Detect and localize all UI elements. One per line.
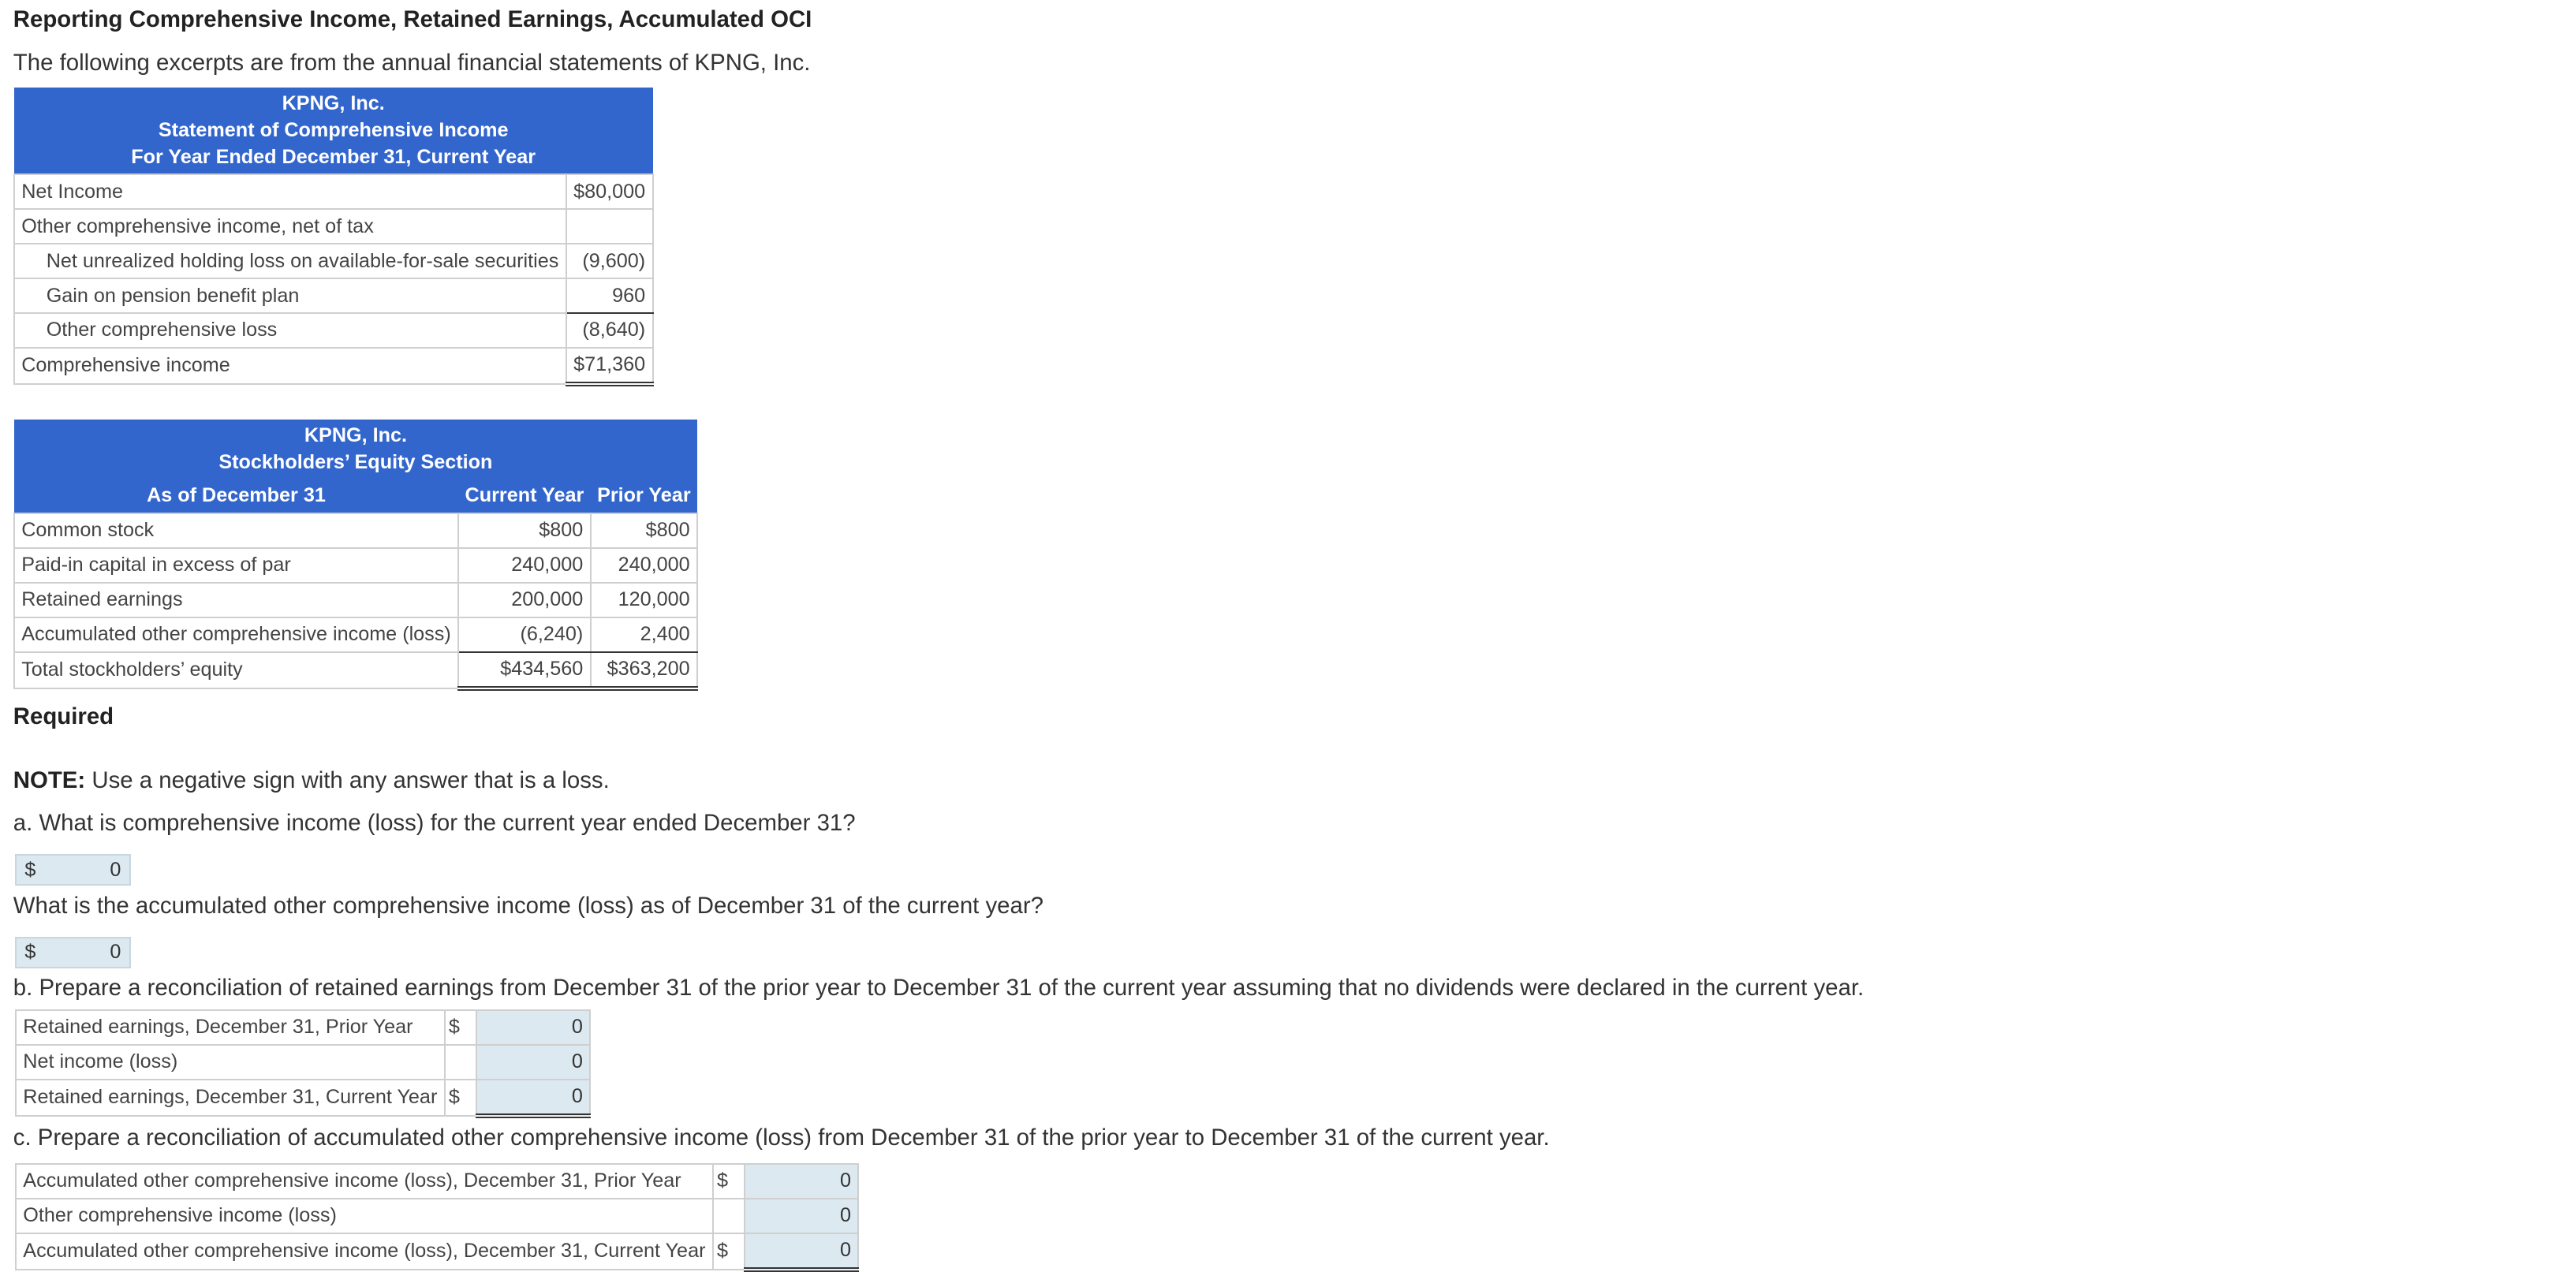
row-label: Retained earnings, December 31, Prior Year [16, 1010, 445, 1045]
re-prior-year-input[interactable] [487, 1016, 583, 1039]
answer-a2-row [13, 935, 2564, 975]
current-value: $800 [458, 513, 591, 548]
table-row [16, 1080, 590, 1116]
current-value: 200,000 [458, 583, 591, 617]
aoci-current-year-input[interactable] [755, 1239, 851, 1262]
currency-symbol: $ [24, 858, 36, 881]
table-row [14, 513, 697, 548]
intro-text: The following excerpts are from the annual financial statements of KPNG, Inc. [13, 49, 811, 76]
currency-symbol: $ [445, 1080, 476, 1116]
row-label: Retained earnings, December 31, Current Year [16, 1080, 445, 1116]
note-label: NOTE: [13, 767, 86, 793]
row-label: Paid-in capital in excess of par [14, 548, 458, 583]
prior-value: 240,000 [591, 548, 697, 583]
note-text [13, 767, 2564, 794]
statement-period: For Year Ended December 31, Current Year [131, 145, 536, 168]
question-a1: a. What is comprehensive income (loss) for the current year ended December 31? [13, 810, 856, 837]
row-label: Gain on pension benefit plan [14, 278, 566, 313]
row-label: Total stockholders’ equity [14, 652, 458, 688]
answer-cell [745, 1164, 859, 1199]
prior-value: 2,400 [591, 617, 697, 652]
table-row [14, 348, 653, 384]
currency-symbol: $ [24, 941, 36, 964]
row-label: Accumulated other comprehensive income (loss), December 31, Current Year [16, 1233, 713, 1270]
company-name: KPNG, Inc. [304, 424, 407, 447]
current-value: (6,240) [458, 617, 591, 652]
page-title: Reporting Comprehensive Income, Retained Earnings, Accumulated OCI [13, 6, 812, 33]
retained-earnings-reconciliation [15, 1009, 591, 1118]
comprehensive-income-statement [13, 88, 654, 386]
row-value: (8,640) [566, 313, 653, 348]
answer-cell [745, 1199, 859, 1233]
equity-header [14, 420, 697, 479]
currency-symbol [445, 1045, 476, 1080]
row-label: Accumulated other comprehensive income (loss) [14, 617, 458, 652]
row-label: Accumulated other comprehensive income (loss), December 31, Prior Year [16, 1164, 713, 1199]
table-row [14, 174, 653, 209]
table-row [14, 209, 653, 244]
currency-symbol: $ [713, 1233, 745, 1270]
currency-symbol: $ [713, 1164, 745, 1199]
table-row [16, 1010, 590, 1045]
row-value: (9,600) [566, 244, 653, 278]
answer-cell [476, 1080, 591, 1116]
row-value: $80,000 [566, 174, 653, 209]
row-value [566, 209, 653, 244]
column-header-prior-year: Prior Year [591, 479, 697, 513]
current-value: $434,560 [458, 652, 591, 688]
row-label: Common stock [14, 513, 458, 548]
table-row [14, 548, 697, 583]
table-row [16, 1199, 859, 1233]
stockholders-equity-section [13, 420, 698, 690]
aoci-reconciliation [15, 1163, 860, 1272]
aoci-prior-year-input[interactable] [755, 1169, 851, 1192]
aoci-answer [15, 937, 131, 968]
table-row [14, 652, 697, 688]
answer-a1-row [13, 853, 2564, 893]
currency-symbol [713, 1199, 745, 1233]
note-body: Use a negative sign with any answer that is a loss. [85, 767, 610, 793]
statement-header [14, 88, 653, 174]
comprehensive-income-input[interactable] [54, 859, 121, 882]
comprehensive-income-answer [15, 854, 131, 886]
row-label: Net unrealized holding loss on available-for-sale securities [14, 244, 566, 278]
row-label: Retained earnings [14, 583, 458, 617]
company-name: KPNG, Inc. [282, 92, 385, 115]
row-label: Other comprehensive loss [14, 313, 566, 348]
row-label: Net income (loss) [16, 1045, 445, 1080]
row-label: Comprehensive income [14, 348, 566, 384]
answer-cell [745, 1233, 859, 1270]
row-value: $71,360 [566, 348, 653, 384]
oci-input[interactable] [755, 1204, 851, 1227]
table-row [16, 1233, 859, 1270]
row-value: 960 [566, 278, 653, 313]
prior-value: 120,000 [591, 583, 697, 617]
question-c: c. Prepare a reconciliation of accumulated other comprehensive income (loss) from December 31 of the prior year to December 31 of the current year. [13, 1125, 1550, 1151]
table-row [14, 313, 653, 348]
table-row [14, 617, 697, 652]
current-value: 240,000 [458, 548, 591, 583]
required-heading: Required [13, 703, 114, 730]
answer-cell [476, 1045, 591, 1080]
net-income-input[interactable] [487, 1050, 583, 1073]
statement-name: Statement of Comprehensive Income [158, 119, 509, 142]
currency-symbol: $ [445, 1010, 476, 1045]
column-header-current-year: Current Year [458, 479, 591, 513]
answer-cell [476, 1010, 591, 1045]
re-current-year-input[interactable] [487, 1085, 583, 1108]
row-label: Net Income [14, 174, 566, 209]
aoci-input[interactable] [54, 941, 121, 964]
question-b: b. Prepare a reconciliation of retained earnings from December 31 of the prior year to December 31 of the current year assuming that no dividends were declared in the current year. [13, 975, 1865, 1002]
table-row [16, 1045, 590, 1080]
table-row [14, 583, 697, 617]
table-row [14, 278, 653, 313]
prior-value: $800 [591, 513, 697, 548]
question-a2: What is the accumulated other comprehensive income (loss) as of December 31 of the current year? [13, 892, 1043, 919]
as-of-label: As of December 31 [14, 479, 458, 513]
section-name: Stockholders’ Equity Section [218, 451, 493, 474]
table-row [16, 1164, 859, 1199]
table-row [14, 244, 653, 278]
row-label: Other comprehensive income (loss) [16, 1199, 713, 1233]
row-label: Other comprehensive income, net of tax [14, 209, 566, 244]
prior-value: $363,200 [591, 652, 697, 688]
